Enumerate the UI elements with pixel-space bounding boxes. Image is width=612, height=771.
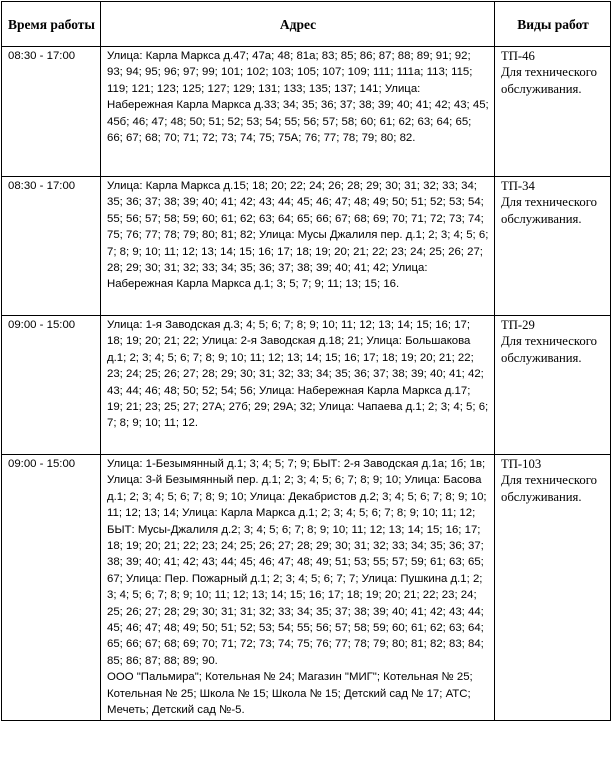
work-time-cell: 09:00 - 15:00 — [2, 316, 101, 455]
header-work-type: Виды работ — [495, 2, 611, 47]
organization-list: ООО "Пальмира"; Котельная № 24; Магазин "МИГ"; Котельная № 25; Котельная № 25; Школа № 15; Школа № 15; Детский сад № 17; АТС; Мечеть; Детский сад №-5. — [107, 671, 473, 717]
header-row — [2, 2, 611, 47]
address-cell: Улица: 1-я Заводская д.3; 4; 5; 6; 7; 8; 9; 10; 11; 12; 13; 14; 15; 16; 17; 18; 19; 20; 21; 22; Улица: 2-я Заводская д.18; 21; Улица: Большакова д.1; 2; 3; 4; 5; 6; 7; 8; 9; 10; 11; 12; 13; 14; 15; 16; 17; 18; 19; 20; 21; 22; 23; 24; 25; 26; 27; 28; 29; 30; 31; 32; 33; 34; 35; 36; 37; 38; 39; 40; 41; 42; 43; 44; 46; 48; 50; 52; 54; 56; Улица: Набережная Карла Маркса д.17; 19; 21; 23; 25; 27; 27А; 27б; 29; 29А; 32; Улица: Чапаева д.1; 2; 3; 4; 5; 6; 7; 8; 9; 10; 11; 12. — [101, 316, 495, 455]
address-list: Улица: 1-Безымянный д.1; 3; 4; 5; 7; 9; БЫТ: 2-я Заводская д.1а; 1б; 1в; Улица: 3-й Безымянный пер. д.1; 2; 3; 4; 5; 6; 7; 8; 9; 10; Улица: Басова д.1; 2; 3; 4; 5; 6; 7; 8; 9; 10; Улица: Декабристов д.2; 3; 4; 5; 6; 7; 8; 9; 10; 11; 12; 13; 14; Улица: Карла Маркса д.1; 2; 3; 4; 5; 6; 7; 8; 9; 10; 11; 12; БЫТ: Мусы-Джалиля д.2; 3; 4; 5; 6; 7; 8; 9; 10; 11; 12; 13; 14; 15; 16; 17; 18; 19; 20; 21; 22; 23; 24; 25; 26; 27; 28; 29; 30; 31; 32; 33; 34; 35; 36; 37; 38; 39; 40; 41; 42; 43; 44; 45; 46; 47; 48; 49; 51; 53; 55; 57; 59; 61; 63; 65; 67; Улица: Пер. Пожарный д.1; 2; 3; 4; 5; 6; 7; 7; Улица: Пушкина д.1; 2; 3; 4; 5; 6; 7; 8; 9; 10; 11; 12; 13; 14; 15; 16; 17; 18; 19; 20; 21; 22; 23; 24; 25; 26; 27; 28; 29; 30; 31; 31; 32; 33; 34; 35; 37; 38; 39; 40; 41; 42; 43; 44; 45; 46; 47; 48; 49; 50; 51; 52; 53; 54; 55; 56; 57; 58; 59; 60; 61; 62; 63; 64; 65; 66; 67; 68; 69; 70; 71; 72; 73; 74; 75; 76; 77; 78; 79; 80; 81; 82; 83; 84; 85; 86; 87; 88; 89; 90. — [107, 458, 487, 667]
substation-label: ТП-29 — [501, 318, 535, 332]
work-description: Для технического обслуживания. — [501, 473, 597, 504]
substation-label: ТП-34 — [501, 179, 535, 193]
work-time-cell: 08:30 - 17:00 — [2, 177, 101, 316]
work-type-cell — [495, 47, 611, 177]
substation-label: ТП-103 — [501, 457, 542, 471]
address-cell — [101, 455, 495, 721]
work-description: Для технического обслуживания. — [501, 65, 597, 96]
table-row — [2, 177, 611, 316]
table-row — [2, 316, 611, 455]
work-type-cell — [495, 177, 611, 316]
work-time-cell: 08:30 - 17:00 — [2, 47, 101, 177]
work-time-cell: 09:00 - 15:00 — [2, 455, 101, 721]
work-type-cell — [495, 455, 611, 721]
substation-label: ТП-46 — [501, 49, 535, 63]
address-cell: Улица: Карла Маркса д.47; 47а; 48; 81а; 83; 85; 86; 87; 88; 89; 91; 92; 93; 94; 95; 96; 97; 99; 101; 102; 103; 105; 107; 109; 111; 111а; 113; 115; 119; 121; 123; 125; 127; 129; 131; 133; 135; 137; 141; Улица: Набережная Карла Маркса д.33; 34; 35; 36; 37; 38; 39; 40; 41; 42; 43; 45; 45б; 46; 47; 48; 50; 51; 52; 53; 54; 55; 56; 57; 58; 60; 61; 62; 63; 64; 65; 66; 67; 68; 70; 71; 72; 73; 74; 75; 75А; 76; 77; 78; 79; 80; 82. — [101, 47, 495, 177]
header-address: Адрес — [101, 2, 495, 47]
work-description: Для технического обслуживания. — [501, 195, 597, 226]
work-description: Для технического обслуживания. — [501, 334, 597, 365]
table-row — [2, 47, 611, 177]
address-cell: Улица: Карла Маркса д.15; 18; 20; 22; 24; 26; 28; 29; 30; 31; 32; 33; 34; 35; 36; 37; 38; 39; 40; 41; 42; 43; 44; 45; 46; 47; 48; 49; 50; 51; 52; 53; 54; 55; 56; 57; 58; 59; 60; 61; 62; 63; 64; 65; 66; 67; 68; 69; 70; 71; 72; 73; 74; 75; 76; 77; 78; 79; 80; 81; 82; Улица: Мусы Джалиля пер. д.1; 2; 3; 4; 5; 6; 7; 8; 9; 10; 11; 12; 13; 14; 15; 16; 17; 18; 19; 20; 21; 22; 23; 24; 25; 26; 27; 28; 29; 30; 31; 32; 33; 34; 35; 36; 37; 38; 39; 40; 41; 42; Улица: Набережная Карла Маркса д.1; 3; 5; 7; 9; 11; 13; 15; 16. — [101, 177, 495, 316]
work-type-cell — [495, 316, 611, 455]
outage-schedule-table — [1, 1, 611, 721]
table-row — [2, 455, 611, 721]
header-time: Время работы — [2, 2, 101, 47]
